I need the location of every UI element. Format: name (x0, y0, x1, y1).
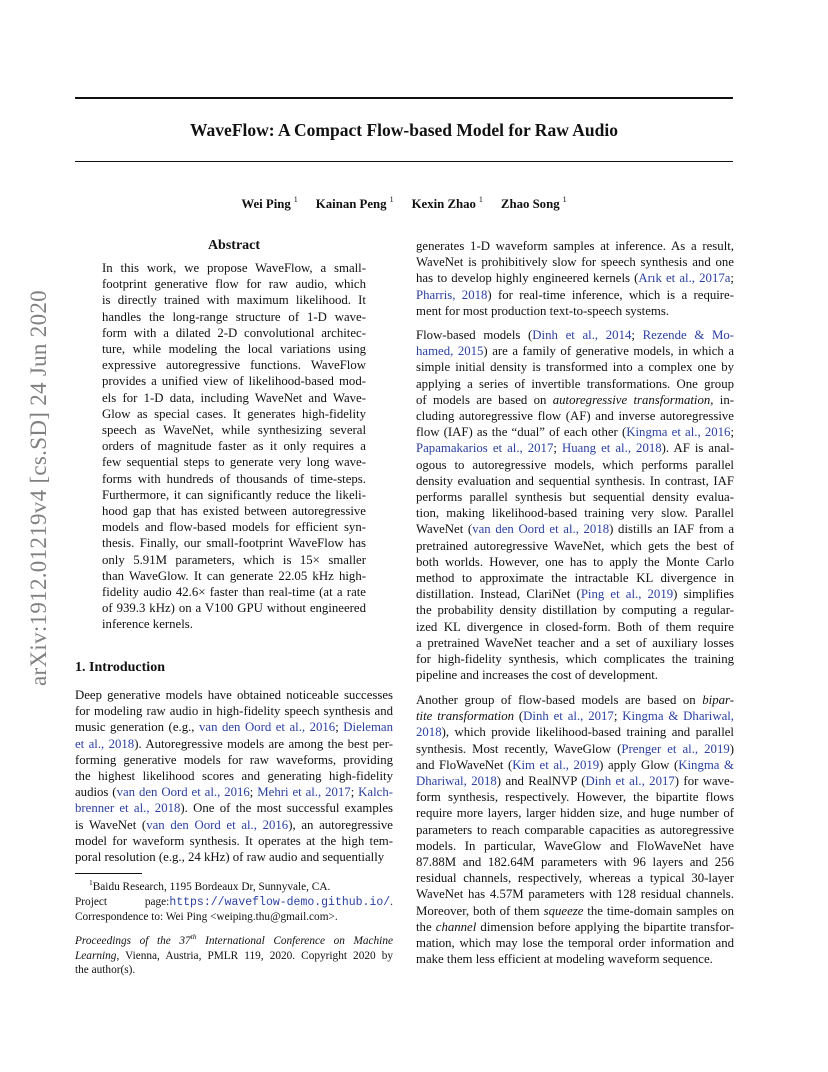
text-line: Furthermore, it can significantly reduce the likeli- (102, 487, 366, 502)
text-segment: 37 (179, 935, 191, 947)
text-line: than WaveGlow. It can generate 22.05 kHz high- (102, 568, 366, 583)
text-segment: make them less efficient at modeling waveform sequence. (416, 952, 713, 967)
text-segment: ), which provide likelihood-based training and parallel (441, 725, 734, 740)
citation-link[interactable]: Ping et al., 2019 (580, 587, 674, 602)
text-segment: method to approximate the intractable KL divergence in (416, 571, 734, 586)
text-segment: ogous to autoregressive models, which performs parallel (416, 457, 734, 472)
paper-title: WaveFlow: A Compact Flow-based Model for Raw Audio (190, 120, 618, 140)
text-segment: the highest likelihood scores and generating high-fidelity (75, 769, 393, 784)
text-segment: for modeling raw audio in high-fidelity speech synthesis and (75, 704, 393, 719)
arxiv-stamp: arXiv:1912.01219v4 [cs.SD] 24 Jun 2020 (26, 290, 51, 686)
text-line (416, 838, 734, 854)
author (412, 197, 483, 211)
text-segment: autoregressive transformation (552, 392, 711, 407)
text-line (75, 963, 393, 978)
text-line (75, 833, 393, 849)
text-segment: ; (249, 785, 258, 800)
text-line (416, 692, 734, 708)
introduction-paragraph (75, 687, 393, 865)
text-line (416, 724, 734, 740)
text-line (416, 343, 734, 359)
citation-link[interactable]: Papamakarios et al., 2017 (416, 441, 554, 456)
text-segment: , in- (710, 392, 734, 407)
text-line (416, 473, 734, 489)
text-line: speech as WaveNet, while synthesizing several (102, 423, 366, 438)
text-segment: ) distills an IAF from a (609, 522, 735, 537)
text-segment: ) simplifies (673, 587, 735, 602)
citation-link[interactable]: Kingma & (678, 757, 734, 772)
text-line: expressive autoregressive functions. WaveFlow (102, 358, 366, 373)
text-segment: cluding autoregressive flow (AF) and inverse autoregressive (416, 409, 734, 424)
text-line: orders of magnitude faster as it only requires a (102, 439, 366, 454)
text-segment: density evaluation and sequential synthesis. In contrast, IAF (416, 473, 734, 488)
text-line (416, 870, 734, 886)
text-line (75, 687, 393, 703)
text-line (416, 708, 734, 724)
text-line (416, 635, 734, 651)
text-segment: the (416, 919, 436, 934)
text-line (416, 789, 734, 805)
text-segment: has to develop highly engineered kernels ( (416, 271, 639, 286)
citation-link[interactable]: 2018 (416, 725, 442, 740)
text-segment: require more layers, larger hidden size, and huge number of (416, 806, 734, 821)
text-segment: audios ( (75, 785, 117, 800)
text-line (416, 538, 734, 554)
text-segment: squeeze (543, 903, 584, 918)
text-line: thesis. Finally, our small-footprint WaveFlow has (102, 536, 366, 551)
text-line (416, 886, 734, 902)
text-line: els for 1-D data, including WaveNet and Wave- (102, 390, 366, 405)
text-line (75, 817, 393, 833)
text-line: Glow as special cases. It generates high-fidelity (102, 406, 366, 421)
text-line: models and flow-based models for efficient syn- (102, 520, 366, 535)
text-line (416, 489, 734, 505)
text-segment: models. In particular, WaveGlow and FloWaveNet have (416, 838, 734, 853)
text-line (416, 408, 734, 424)
text-segment: Learning (75, 949, 117, 962)
text-segment: generates 1-D waveform samples at inference. As a result, (416, 239, 734, 253)
text-segment: tion, making likelihood-based training very slow. Parallel (416, 506, 734, 521)
citation-link[interactable]: Prenger et al., 2019 (621, 741, 730, 756)
correspondence-footnote: Correspondence to: Wei Ping <weiping.thu@gmail.com>. (75, 911, 338, 924)
text-segment: WaveNet has 4.57M parameters with 128 residual channels. (416, 887, 734, 902)
text-segment: and FloWaveNet ( (416, 757, 513, 772)
text-segment: ; (730, 425, 734, 440)
citation-link[interactable]: van den Oord et al., 2016 (146, 817, 289, 832)
text-line: In this work, we propose WaveFlow, a small- (102, 261, 366, 275)
author-name: Kainan Peng (315, 197, 387, 211)
affiliation-mark: 1 (478, 195, 483, 204)
text-line: is directly trained with maximum likelihood. It (102, 293, 366, 308)
text-line: only 5.91M parameters, which is 15× smaller (102, 552, 366, 567)
text-line (416, 521, 734, 537)
right-column-paragraph-3 (416, 692, 734, 967)
text-line (416, 287, 734, 303)
citation-link[interactable]: hamed, 2015 (416, 344, 484, 359)
citation-link[interactable]: brenner et al., 2018 (75, 801, 181, 816)
text-segment: ment for most production text-to-speech systems. (416, 303, 670, 318)
text-segment: Moreover, both of them (416, 903, 544, 918)
text-line (416, 805, 734, 821)
text-segment: for high-fidelity synthesis, which complicates the training (416, 652, 734, 667)
citation-link[interactable]: Dinh et al., 2014 (532, 328, 632, 342)
author-list (75, 192, 733, 212)
text-segment: synthesis. Most recently, WaveGlow ( (416, 741, 622, 756)
text-line (75, 768, 393, 784)
text-segment: ). AF is anal- (661, 441, 734, 456)
text-line (416, 505, 734, 521)
abstract-heading: Abstract (207, 238, 261, 253)
text-line (416, 376, 734, 392)
text-segment: ; (553, 441, 562, 456)
author-name: Kexin Zhao (411, 197, 476, 211)
text-segment: is WaveNet ( (75, 817, 147, 832)
text-segment: performs parallel synthesis but sequential density evalua- (416, 490, 734, 505)
proceedings-note (75, 930, 393, 978)
text-segment: ). One of the most successful examples (180, 801, 394, 816)
text-line: forms with hundreds of thousands of time-steps. (102, 471, 366, 486)
text-segment: bipar- (702, 693, 734, 707)
text-segment: ; (631, 328, 643, 342)
text-line (75, 752, 393, 768)
text-line: fidelity audio 42.6× faster than real-time (at a rate (102, 585, 366, 600)
footnote-rule (75, 873, 142, 874)
text-segment: the author(s). (75, 964, 136, 977)
affiliation-mark: 1 (562, 195, 567, 204)
text-line (416, 757, 734, 773)
text-line (416, 570, 734, 586)
text-segment: , Vienna, Austria, PMLR 119, 2020. Copyright 2020 by (116, 949, 393, 962)
text-segment: form synthesis, respectively. However, the bipartite flows (416, 790, 734, 805)
text-segment: th (190, 932, 197, 941)
text-segment: parameters to reach comparable capacities as autoregressive (416, 822, 734, 837)
text-segment: forming generative models for raw waveforms, providing (75, 752, 393, 767)
text-line (416, 903, 734, 919)
text-segment: Deep generative models have obtained noticeable successes (75, 688, 393, 702)
text-line (75, 784, 393, 800)
text-segment: ). Autoregressive models are among the best per- (134, 736, 393, 751)
text-line (416, 327, 734, 343)
text-segment: dimension before applying the bipartite transfor- (476, 919, 734, 934)
text-line: footprint generative flow for raw audio, which (102, 277, 366, 292)
author-name: Wei Ping (241, 197, 291, 211)
author (316, 197, 394, 211)
text-segment: ) for wave- (674, 774, 735, 789)
top-rule-thick (75, 97, 733, 99)
citation-link[interactable]: van den Oord et al., 2016 (116, 785, 250, 800)
text-line (416, 254, 734, 270)
text-line (75, 736, 393, 752)
citation-link[interactable]: Dinh et al., 2017 (585, 774, 675, 789)
section-heading-introduction: 1. Introduction (75, 660, 165, 675)
title-rule-thin (75, 161, 733, 162)
text-line: inference kernels. (102, 617, 193, 632)
right-column-paragraph-2 (416, 327, 734, 683)
citation-link[interactable]: Kingma & Dhariwal, (622, 709, 734, 724)
author (501, 197, 567, 211)
text-line (75, 949, 393, 964)
text-segment: a pretrained WaveNet teacher and a set of auxiliary losses (416, 635, 734, 650)
text-line (416, 457, 734, 473)
footnotes (75, 876, 393, 925)
text-segment: ized KL divergence in closed-form. Both of them require (416, 619, 734, 634)
text-segment: ) for real-time inference, which is a require- (487, 287, 734, 302)
text-segment: International Conference on Machine (196, 935, 393, 947)
text-line (416, 554, 734, 570)
text-segment: model for waveform synthesis. It operates at the high tem- (75, 833, 393, 848)
text-line: provides a unified view of likelihood-based mod- (102, 374, 366, 389)
affiliation-footnote: $^1$Baidu Research, 1195 Bordeaux Dr, Sunnyvale, CA. (89, 878, 331, 893)
text-line: ture, while modeling the local variations using (102, 342, 366, 357)
text-segment: music generation (e.g., (75, 720, 199, 735)
text-segment: residual channels, respectively, whereas a typical 30-layer (416, 871, 734, 886)
text-segment: 87.88M and 182.64M parameters with 96 layers and 256 (416, 855, 734, 870)
text-line (416, 359, 734, 375)
text-line (416, 741, 734, 757)
text-segment: the probability density distillation by computing a regular- (416, 603, 734, 618)
text-line (416, 667, 734, 683)
text-line (75, 849, 393, 865)
text-line (416, 303, 734, 319)
text-segment: ; (335, 720, 344, 735)
text-line (416, 651, 734, 667)
text-line (416, 951, 734, 967)
text-line: handles the long-range structure of 1-D wave- (102, 309, 366, 324)
right-column-paragraph-1 (416, 238, 734, 319)
text-segment: pretrained autoregressive WaveNet, which gets the best of (416, 538, 734, 553)
citation-link[interactable]: et al., 2018 (75, 736, 135, 751)
text-segment: flow (IAF) as the “dual” of each other ( (416, 425, 627, 440)
text-segment: Flow-based models ( (416, 328, 533, 342)
text-segment: ; (613, 709, 623, 724)
citation-link[interactable]: Huang et al., 2018 (561, 441, 662, 456)
affiliation-mark: 1 (389, 195, 394, 204)
text-line (416, 440, 734, 456)
text-segment: distillation. Instead, ClariNet ( (416, 587, 581, 602)
text-segment: WaveNet ( (416, 522, 473, 537)
text-line (416, 424, 734, 440)
text-segment: ; (350, 785, 359, 800)
citation-link[interactable]: Arık et al., 2017a (638, 271, 731, 286)
text-segment: Proceedings of the (75, 935, 180, 947)
text-line (416, 619, 734, 635)
text-segment: channel (435, 919, 477, 934)
citation-link[interactable]: Dinh et al., 2017 (523, 709, 614, 724)
text-segment: Another group of flow-based models are based on (416, 693, 703, 707)
text-segment: ), an autoregressive (288, 817, 393, 832)
text-segment: both worlds. However, one has to apply the Monte Carlo (416, 554, 734, 569)
text-line (75, 930, 393, 949)
citation-link[interactable]: Rezende & Mo- (642, 328, 734, 342)
text-line (75, 800, 393, 816)
citation-link[interactable]: Dhariwal, 2018 (416, 774, 497, 789)
text-line (416, 919, 734, 935)
text-line (416, 602, 734, 618)
text-line: few sequential steps to generate very long wave- (102, 455, 366, 470)
text-line (416, 822, 734, 838)
text-line (75, 719, 393, 735)
text-segment: ) (729, 741, 735, 756)
citation-link[interactable]: Kim et al., 2019 (512, 757, 600, 772)
project-page-footnote: Project page:https://waveflow-demo.github.io/. (75, 895, 393, 909)
text-line (75, 703, 393, 719)
citation-link[interactable]: Dieleman (343, 720, 394, 735)
citation-link[interactable]: Kingma et al., 2016 (626, 425, 731, 440)
citation-link[interactable]: van den Oord et al., 2018 (472, 522, 610, 537)
text-line (416, 238, 734, 254)
text-line (416, 854, 734, 870)
text-segment: simple initial density is transformed into a complex one by (416, 360, 734, 375)
citation-link[interactable]: van den Oord et al., 2016 (199, 720, 336, 735)
author-name: Zhao Song (500, 197, 560, 211)
text-line (416, 270, 734, 286)
text-segment: ( (514, 709, 524, 724)
citation-link[interactable]: Kalch- (358, 785, 393, 800)
text-segment: tite transformation (416, 709, 515, 724)
text-line: of 939.3 kHz) on a V100 GPU without engineered (102, 601, 366, 616)
text-segment: pipeline and increases the cost of development. (416, 668, 658, 683)
text-line (416, 586, 734, 602)
text-line (416, 773, 734, 789)
affiliation-mark: 1 (293, 195, 298, 204)
text-segment: the time-domain samples on (583, 903, 734, 918)
abstract-body (102, 260, 366, 633)
text-segment: ) are a family of generative models, in which a (483, 344, 734, 359)
text-segment: applying a series of invertible transformations. One group (416, 376, 734, 391)
text-line: form with a dilated 2-D convolutional architec- (102, 325, 366, 340)
text-segment: ) and RealNVP ( (496, 774, 586, 789)
author (241, 197, 297, 211)
text-line (416, 392, 734, 408)
text-segment: ; (730, 271, 734, 286)
text-line (416, 935, 734, 951)
citation-link[interactable]: Pharris, 2018 (416, 287, 488, 302)
text-segment: mation, which may lose the temporal order information and (416, 936, 734, 951)
text-segment: ) apply Glow ( (599, 757, 679, 772)
text-segment: WaveNet is prohibitively slow for speech synthesis and one (416, 255, 734, 270)
text-segment: of models are based on (416, 392, 553, 407)
text-segment: poral resolution (e.g., 24 kHz) of raw audio and sequentially (75, 850, 385, 865)
text-line: hood gap that has existed between autoregressive (102, 504, 366, 519)
project-page-link[interactable]: https://waveflow-demo.github.io/ (169, 895, 391, 909)
citation-link[interactable]: Mehri et al., 2017 (257, 785, 351, 800)
